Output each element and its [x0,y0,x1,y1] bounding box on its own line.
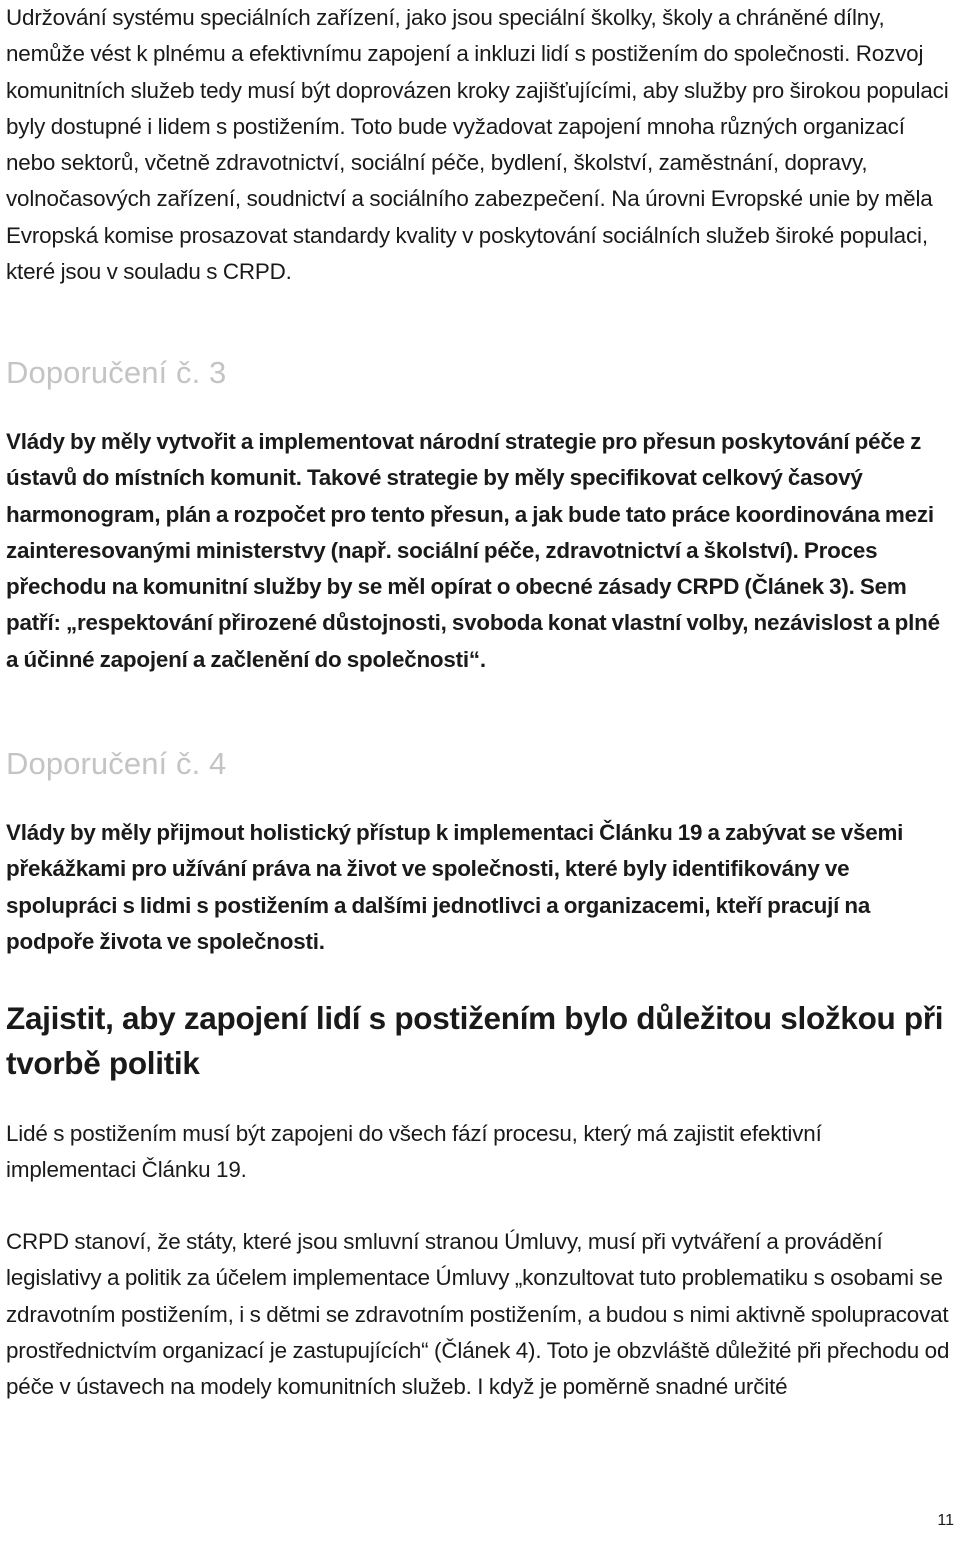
recommendation-3-text: Vlády by měly vytvořit a implementovat národní strategie pro přesun poskytování péče z ústavů do místních komunit. Takové strategie by měly specifikovat celkový časový harmonogram, plán a rozpočet pro tento přesun, a jak bude tato práce koordinována mezi zainteresovanými ministerstvy (např. sociální péče, zdravotnictví a školství). Proces přechodu na komunitní služby by se měl opírat o obecné zásady CRPD (Článek 3). Sem patří: „respektování přirozené důstojnosti, svoboda konat vlastní volby, nezávislost a plné a účinné zapojení a začlenění do společnosti“. [6,429,940,672]
section-title: Zajistit, aby zapojení lidí s postižením bylo důležitou složkou při tvorbě politik [6,1000,944,1081]
recommendation-4-number: 4 [209,746,227,781]
page-number: 11 [937,1512,954,1529]
recommendation-4-label: Doporučení č. [6,746,201,781]
recommendation-4-heading [6,745,226,783]
recommendation-3-heading [6,354,226,392]
intro-paragraph: Udržování systému speciálních zařízení, jako jsou speciální školky, školy a chráněné dílny, nemůže vést k plnému a efektivnímu zapojení a inkluzi lidí s postižením do společnosti. Rozvoj komunitních služeb tedy musí být doprovázen kroky zajišťujícími, aby služby pro širokou populaci byly dostupné i lidem s postižením. Toto bude vyžadovat zapojení mnoha různých organizací nebo sektorů, včetně zdravotnictví, sociální péče, bydlení, školství, zaměstnání, dopravy, volnočasových zařízení, soudnictví a sociálního zabezpečení. Na úrovni Evropské unie by měla Evropská komise prosazovat standardy kvality v poskytování sociálních služeb široké populaci, které jsou v souladu s CRPD. [6,5,949,285]
section-paragraph-2: CRPD stanoví, že státy, které jsou smluvní stranou Úmluvy, musí při vytváření a provádění legislativy a politik za účelem implementace Úmluvy „konzultovat tuto problematiku s osobami se zdravotním postižením, i s dětmi se zdravotním postižením, a budou s nimi aktivně spolupracovat prostřednictvím organizací je zastupujících“ (Článek 4). Toto je obzvláště důležité při přechodu od péče v ústavech na modely komunitních služeb. I když je poměrně snadné určité [6,1229,950,1400]
section-paragraph-1: Lidé s postižením musí být zapojeni do všech fází procesu, který má zajistit efektivní implementaci Článku 19. [6,1121,822,1183]
recommendation-3-label: Doporučení č. [6,355,201,390]
recommendation-4-text: Vlády by měly přijmout holistický přístup k implementaci Článku 19 a zabývat se všemi překážkami pro užívání práva na život ve společnosti, které byly identifikovány ve spolupráci s lidmi s postižením a dalšími jednotlivci a organizacemi, kteří pracují na podpoře života ve společnosti. [6,820,904,954]
recommendation-3-number: 3 [209,355,227,390]
